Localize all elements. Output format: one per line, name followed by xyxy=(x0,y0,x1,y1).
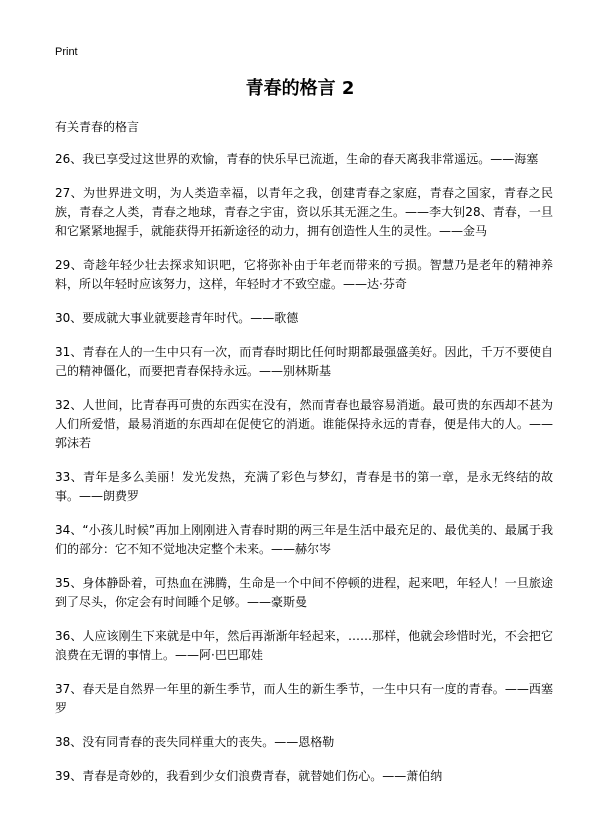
quote-36: 36、人应该刚生下来就是中年，然后再渐渐年轻起来，……那样，他就会珍惜时光，不会把它浪费在无谓的事情上。——阿·巴巴耶娃 xyxy=(55,629,553,662)
quote-32: 32、人世间，比青春再可贵的东西实在没有，然而青春也最容易消逝。最可贵的东西却不甚为人们所爱惜，最易消逝的东西却在促使它的消逝。谁能保持永远的青春，便是伟大的人。——郭沫若 xyxy=(55,398,553,450)
quote-29: 29、奇趁年轻少壮去探求知识吧，它将弥补由于年老而带来的亏损。智慧乃是老年的精神养料，所以年轻时应该努力，这样，年轻时才不致空虚。——达·芬奇 xyxy=(55,258,553,291)
quote-26: 26、我已享受过这世界的欢愉，青春的快乐早已流逝，生命的春天离我非常遥远。——海塞 xyxy=(55,152,539,166)
quote-30: 30、要成就大事业就要趁青年时代。——歌德 xyxy=(55,311,299,325)
page-title: 青春的格言 2 xyxy=(245,78,355,99)
quote-27: 27、为世界进文明，为人类造幸福，以青年之我，创建青春之家庭，青春之国家，青春之民族，青春之人类，青春之地球，青春之宇宙，资以乐其无涯之生。——李大钊28、青春，一旦和它紧紧地握手，就能获得开拓新途径的动力，拥有创造性人生的灵性。——金马 xyxy=(55,186,553,238)
quote-35: 35、身体静卧着，可热血在沸腾，生命是一个中间不停顿的进程，起来吧，年轻人！一旦旅途到了尽头，你定会有时间睡个足够。——豪斯曼 xyxy=(55,576,553,609)
print-label: Print xyxy=(55,46,78,58)
quote-38: 38、没有同青春的丧失同样重大的丧失。——恩格勒 xyxy=(55,735,335,749)
quote-33: 33、青年是多么美丽！发光发热，充满了彩色与梦幻，青春是书的第一章，是永无终结的故事。——朗费罗 xyxy=(55,470,553,503)
quote-37: 37、春天是自然界一年里的新生季节，而人生的新生季节，一生中只有一度的青春。——西塞罗 xyxy=(55,682,553,715)
quote-34: 34、“小孩儿时候”再加上刚刚进入青春时期的两三年是生活中最充足的、最优美的、最属于我们的部分：它不知不觉地决定整个未来。——赫尔岑 xyxy=(55,523,553,556)
document-subtitle: 有关青春的格言 xyxy=(55,120,140,134)
quote-31: 31、青春在人的一生中只有一次，而青春时期比任何时期都最强盛美好。因此，千万不要使自己的精神僵化，而要把青春保持永远。——别林斯基 xyxy=(55,345,553,378)
document-body xyxy=(55,118,553,801)
quote-39: 39、青春是奇妙的，我看到少女们浪费青春，就替她们伤心。——萧伯纳 xyxy=(55,769,443,783)
